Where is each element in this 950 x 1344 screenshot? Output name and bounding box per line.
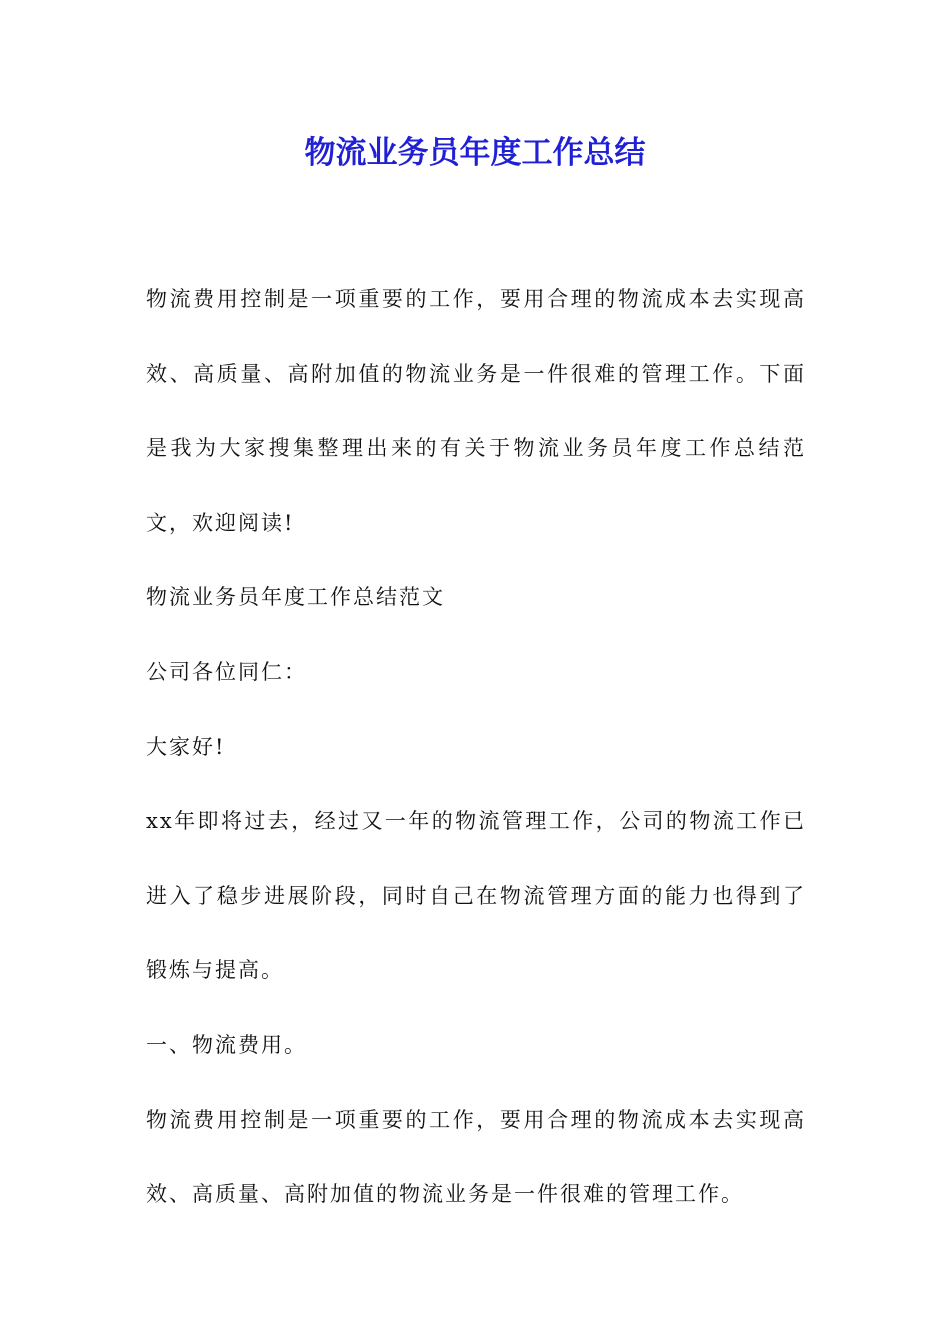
section-heading-logistics-cost: 一、物流费用。	[146, 1032, 307, 1057]
paragraph-salutation: 公司各位同仁：	[146, 659, 307, 684]
paragraph-overview: xx年即将过去，经过又一年的物流管理工作，公司的物流工作已进入了稳步进展阶段，同时自己在物流管理方面的能力也得到了锻炼与提高。	[146, 809, 806, 983]
document-title: 物流业务员年度工作总结	[304, 135, 646, 171]
document-body	[146, 262, 806, 1232]
paragraph-subtitle: 物流业务员年度工作总结范文	[146, 585, 445, 610]
paragraph-intro: 物流费用控制是一项重要的工作，要用合理的物流成本去实现高效、高质量、高附加值的物流业务是一件很难的管理工作。下面是我为大家搜集整理出来的有关于物流业务员年度工作总结范文，欢迎阅读!	[146, 287, 806, 535]
paragraph-logistics-cost: 物流费用控制是一项重要的工作，要用合理的物流成本去实现高效、高质量、高附加值的物流业务是一件很难的管理工作。	[146, 1107, 806, 1207]
paragraph-greeting: 大家好!	[146, 734, 226, 759]
